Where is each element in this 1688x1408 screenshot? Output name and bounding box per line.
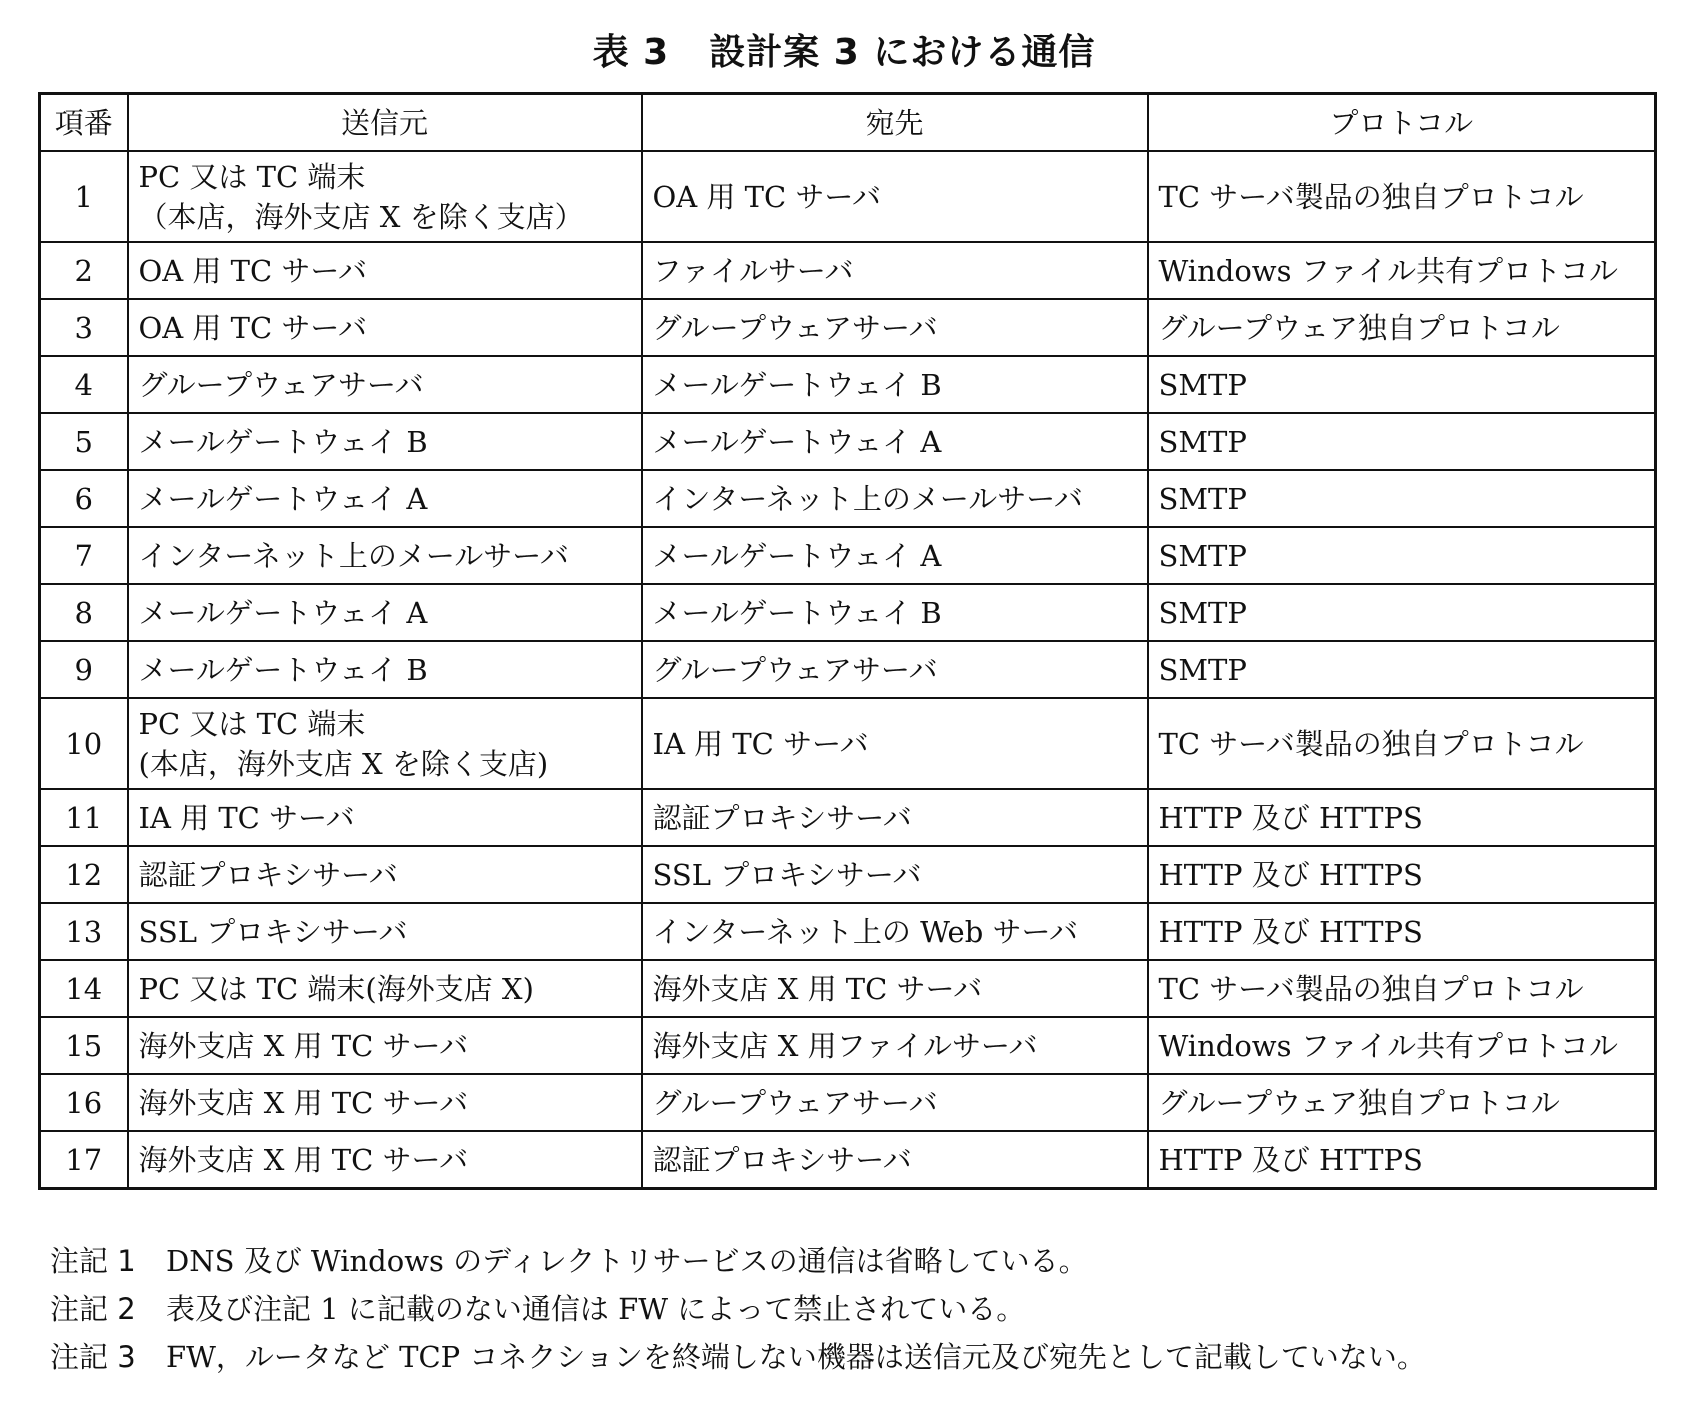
source-cell: 認証プロキシサーバ — [128, 846, 642, 903]
item-number-cell: 6 — [40, 470, 128, 527]
table-caption — [0, 24, 1688, 75]
protocol-cell: Windows ファイル共有プロトコル — [1148, 1017, 1656, 1074]
source-line: （本店，海外支店 X を除く支店） — [138, 199, 584, 234]
source-cell: メールゲートウェイ B — [128, 413, 642, 470]
source-cell: PC 又は TC 端末(海外支店 X) — [128, 960, 642, 1017]
header-destination: 宛先 — [642, 94, 1148, 152]
destination-cell: IA 用 TC サーバ — [642, 698, 1148, 789]
protocol-cell: SMTP — [1148, 584, 1656, 641]
table-row — [40, 1131, 1656, 1189]
header-item-number: 項番 — [40, 94, 128, 152]
item-number-cell: 12 — [40, 846, 128, 903]
table-row — [40, 151, 1656, 242]
source-cell: OA 用 TC サーバ — [128, 299, 642, 356]
note-text: 表及び注記 1 に記載のない通信は FW によって禁止されている。 — [166, 1292, 1026, 1326]
source-cell: 海外支店 X 用 TC サーバ — [128, 1074, 642, 1131]
destination-cell: 認証プロキシサーバ — [642, 1131, 1148, 1189]
destination-cell: 海外支店 X 用 TC サーバ — [642, 960, 1148, 1017]
protocol-cell: SMTP — [1148, 470, 1656, 527]
item-number-cell: 9 — [40, 641, 128, 698]
item-number-cell: 15 — [40, 1017, 128, 1074]
item-number-cell: 2 — [40, 242, 128, 299]
item-number-cell: 11 — [40, 789, 128, 846]
source-cell — [128, 698, 642, 789]
table-row — [40, 903, 1656, 960]
table-row — [40, 789, 1656, 846]
note-label: 注記 2 — [50, 1292, 136, 1326]
table-title: 設計案 3 における通信 — [709, 32, 1096, 73]
note-label: 注記 1 — [50, 1244, 136, 1278]
source-cell: メールゲートウェイ A — [128, 584, 642, 641]
table-row — [40, 641, 1656, 698]
table-row — [40, 584, 1656, 641]
source-cell: OA 用 TC サーバ — [128, 242, 642, 299]
protocol-cell: HTTP 及び HTTPS — [1148, 1131, 1656, 1189]
protocol-cell: TC サーバ製品の独自プロトコル — [1148, 151, 1656, 242]
destination-cell: メールゲートウェイ B — [642, 356, 1148, 413]
note-label: 注記 3 — [50, 1340, 136, 1374]
protocol-cell: HTTP 及び HTTPS — [1148, 846, 1656, 903]
source-cell: SSL プロキシサーバ — [128, 903, 642, 960]
item-number-cell: 3 — [40, 299, 128, 356]
table-number: 表 3 — [592, 32, 670, 73]
note-2 — [50, 1285, 1650, 1333]
protocol-cell: HTTP 及び HTTPS — [1148, 903, 1656, 960]
item-number-cell: 10 — [40, 698, 128, 789]
table-row — [40, 413, 1656, 470]
source-cell: インターネット上のメールサーバ — [128, 527, 642, 584]
protocol-cell: SMTP — [1148, 527, 1656, 584]
protocol-cell: Windows ファイル共有プロトコル — [1148, 242, 1656, 299]
protocol-cell: SMTP — [1148, 413, 1656, 470]
communication-table — [38, 92, 1657, 1190]
item-number-cell: 7 — [40, 527, 128, 584]
destination-cell: インターネット上の Web サーバ — [642, 903, 1148, 960]
destination-cell: グループウェアサーバ — [642, 299, 1148, 356]
source-line: PC 又は TC 端末 — [138, 159, 366, 194]
destination-cell: メールゲートウェイ A — [642, 527, 1148, 584]
protocol-cell: TC サーバ製品の独自プロトコル — [1148, 960, 1656, 1017]
source-cell: 海外支店 X 用 TC サーバ — [128, 1017, 642, 1074]
destination-cell: ファイルサーバ — [642, 242, 1148, 299]
note-3 — [50, 1333, 1650, 1381]
source-line: (本店，海外支店 X を除く支店) — [138, 746, 549, 781]
destination-cell: メールゲートウェイ A — [642, 413, 1148, 470]
table-row — [40, 356, 1656, 413]
table-row — [40, 1074, 1656, 1131]
item-number-cell: 4 — [40, 356, 128, 413]
destination-cell: グループウェアサーバ — [642, 1074, 1148, 1131]
destination-cell: 認証プロキシサーバ — [642, 789, 1148, 846]
note-1 — [50, 1237, 1650, 1285]
source-cell: メールゲートウェイ A — [128, 470, 642, 527]
source-cell: メールゲートウェイ B — [128, 641, 642, 698]
table-row — [40, 299, 1656, 356]
table-notes — [50, 1237, 1650, 1381]
table-row — [40, 242, 1656, 299]
protocol-cell: グループウェア独自プロトコル — [1148, 1074, 1656, 1131]
source-cell: 海外支店 X 用 TC サーバ — [128, 1131, 642, 1189]
item-number-cell: 13 — [40, 903, 128, 960]
table-row — [40, 846, 1656, 903]
source-cell: IA 用 TC サーバ — [128, 789, 642, 846]
table-row — [40, 1017, 1656, 1074]
source-cell — [128, 151, 642, 242]
destination-cell: 海外支店 X 用ファイルサーバ — [642, 1017, 1148, 1074]
protocol-cell: HTTP 及び HTTPS — [1148, 789, 1656, 846]
note-text: DNS 及び Windows のディレクトリサービスの通信は省略している。 — [166, 1244, 1088, 1278]
source-line: PC 又は TC 端末 — [138, 706, 366, 741]
destination-cell: OA 用 TC サーバ — [642, 151, 1148, 242]
protocol-cell: SMTP — [1148, 356, 1656, 413]
table-row — [40, 960, 1656, 1017]
table-row — [40, 527, 1656, 584]
item-number-cell: 16 — [40, 1074, 128, 1131]
item-number-cell: 8 — [40, 584, 128, 641]
header-source: 送信元 — [128, 94, 642, 152]
table-row — [40, 470, 1656, 527]
destination-cell: インターネット上のメールサーバ — [642, 470, 1148, 527]
header-protocol: プロトコル — [1148, 94, 1656, 152]
note-text: FW，ルータなど TCP コネクションを終端しない機器は送信元及び宛先として記載していない。 — [166, 1340, 1426, 1374]
table-header-row — [40, 94, 1656, 152]
item-number-cell: 17 — [40, 1131, 128, 1189]
protocol-cell: TC サーバ製品の独自プロトコル — [1148, 698, 1656, 789]
item-number-cell: 5 — [40, 413, 128, 470]
source-cell: グループウェアサーバ — [128, 356, 642, 413]
protocol-cell: SMTP — [1148, 641, 1656, 698]
table-row — [40, 698, 1656, 789]
destination-cell: SSL プロキシサーバ — [642, 846, 1148, 903]
protocol-cell: グループウェア独自プロトコル — [1148, 299, 1656, 356]
item-number-cell: 1 — [40, 151, 128, 242]
item-number-cell: 14 — [40, 960, 128, 1017]
destination-cell: メールゲートウェイ B — [642, 584, 1148, 641]
destination-cell: グループウェアサーバ — [642, 641, 1148, 698]
